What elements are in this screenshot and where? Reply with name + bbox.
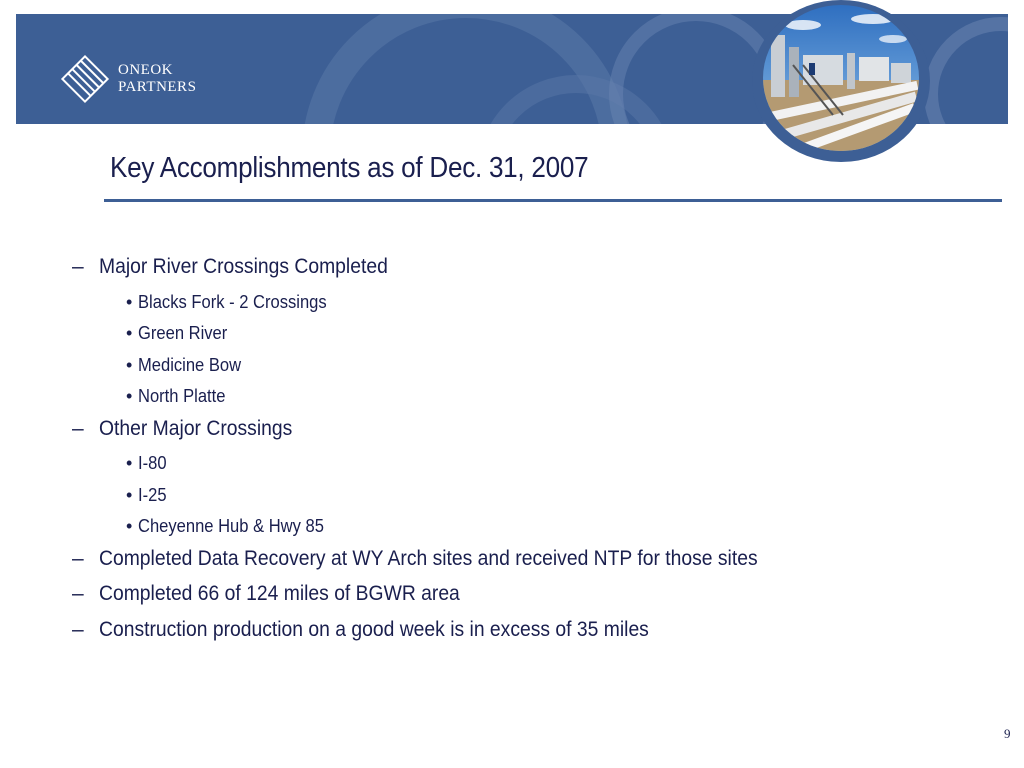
sub-bullet-item (72, 481, 992, 513)
logo-line-1: ONEOK (118, 62, 173, 78)
bullet-list (72, 252, 992, 650)
dash-marker: – (72, 255, 84, 278)
sub-bullet-item (72, 512, 992, 544)
page-number: 9 (1004, 726, 1011, 741)
dot-marker: • (126, 386, 133, 406)
dash-marker: – (72, 617, 84, 641)
sub-bullet-item (72, 382, 992, 414)
dot-marker: • (126, 354, 133, 375)
title-divider (104, 199, 1002, 202)
dash-marker: – (72, 582, 84, 605)
company-logo (60, 54, 196, 104)
logo-line-2: PARTNERS (118, 79, 197, 95)
header-photo (752, 0, 930, 162)
bullet-text: Construction production on a good week is in excess of 35 miles (99, 617, 649, 641)
bullet-text: Major River Crossings Completed (99, 255, 388, 278)
bullet-text: I-80 (138, 453, 167, 473)
bullet-text: Other Major Crossings (99, 416, 293, 440)
dot-marker: • (126, 516, 133, 536)
industrial-plant-image (763, 5, 919, 151)
dot-marker: • (126, 453, 133, 473)
dash-marker: – (72, 416, 84, 440)
bullet-item (72, 414, 992, 450)
bullet-text: Cheyenne Hub & Hwy 85 (138, 516, 324, 536)
oneok-diamond-icon (60, 54, 110, 104)
bullet-text: North Platte (138, 386, 226, 406)
dash-marker: – (72, 546, 84, 570)
dot-marker: • (126, 323, 133, 343)
slide-title: Key Accomplishments as of Dec. 31, 2007 (110, 152, 589, 184)
bullet-item (72, 544, 992, 580)
sub-bullet-item (72, 351, 992, 383)
sub-bullet-item (72, 449, 992, 481)
bullet-text: Medicine Bow (138, 354, 242, 375)
bullet-text: Green River (138, 323, 228, 343)
dot-marker: • (126, 484, 133, 505)
bullet-text: Completed Data Recovery at WY Arch sites and received NTP for those sites (99, 546, 758, 570)
bullet-item (72, 615, 992, 651)
logo-wordmark (118, 62, 196, 96)
sub-bullet-item (72, 319, 992, 351)
bullet-item (72, 579, 992, 615)
bullet-text: Blacks Fork - 2 Crossings (138, 291, 327, 312)
bullet-text: Completed 66 of 124 miles of BGWR area (99, 582, 460, 605)
bullet-text: I-25 (138, 484, 167, 505)
dot-marker: • (126, 291, 133, 312)
bullet-item (72, 252, 992, 288)
sub-bullet-item (72, 288, 992, 320)
